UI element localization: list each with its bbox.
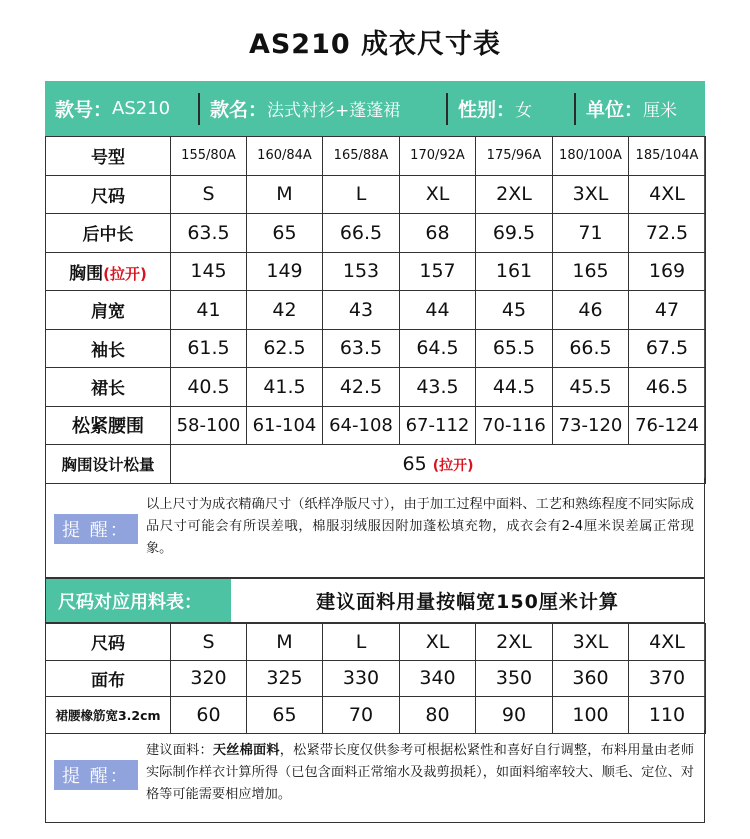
- fabric-usage-table: [45, 623, 706, 734]
- value-cell: 90: [476, 697, 553, 734]
- value-cell: 67-112: [400, 406, 476, 445]
- fabric-section-header: [45, 578, 705, 623]
- skirt-row: [46, 368, 706, 407]
- fabric-row: [46, 660, 706, 697]
- value-cell: 370: [629, 660, 706, 697]
- fabric-section-label: 尺码对应用料表：: [46, 579, 231, 622]
- style-name-label: 款名：: [210, 99, 268, 121]
- value-cell: 165: [553, 252, 629, 291]
- notice-text-rest: ，松紧带长度仅供参考可根据松紧性和喜好自行调整，布料用量由老师实际制作样衣计算所得（已包含面料正常缩水及裁剪损耗），如面料缩率较大、顺毛、定位、对格等可能需要相应增加。: [146, 743, 695, 802]
- value-cell: 42: [247, 291, 323, 330]
- gender-value: 女: [515, 101, 533, 121]
- size-cell: M: [247, 175, 323, 214]
- ease-value: 65: [402, 452, 427, 475]
- model-cell: 185/104A: [629, 137, 706, 176]
- model-cell: 170/92A: [400, 137, 476, 176]
- value-cell: 58-100: [171, 406, 247, 445]
- chest-row: [46, 252, 706, 291]
- size-cell: L: [323, 175, 400, 214]
- value-cell: 41: [171, 291, 247, 330]
- size-label: 尺码: [46, 624, 171, 661]
- value-cell: 47: [629, 291, 706, 330]
- value-cell: 61-104: [247, 406, 323, 445]
- ease-label: 胸围设计松量: [46, 445, 171, 484]
- size-row: [46, 175, 706, 214]
- model-cell: 165/88A: [323, 137, 400, 176]
- size-row: [46, 624, 706, 661]
- model-row: [46, 137, 706, 176]
- value-cell: 149: [247, 252, 323, 291]
- style-name-cell: [200, 81, 446, 136]
- value-cell: 46: [553, 291, 629, 330]
- model-cell: 175/96A: [476, 137, 553, 176]
- notice-box: [45, 478, 705, 578]
- value-cell: 161: [476, 252, 553, 291]
- back-length-row: [46, 214, 706, 253]
- model-label: 号型: [46, 137, 171, 176]
- unit-value: 厘米: [643, 101, 678, 121]
- chest-note: (拉开): [103, 264, 147, 283]
- value-cell: 45: [476, 291, 553, 330]
- value-cell: 350: [476, 660, 553, 697]
- reminder-badge: 提 醒：: [54, 514, 138, 544]
- header-bar: [45, 81, 705, 136]
- gender-label: 性别：: [458, 99, 516, 121]
- value-cell: 64.5: [400, 329, 476, 368]
- value-cell: 73-120: [553, 406, 629, 445]
- value-cell: 169: [629, 252, 706, 291]
- sleeve-row: [46, 329, 706, 368]
- style-no-label: 款号：: [55, 99, 113, 121]
- value-cell: 69.5: [476, 214, 553, 253]
- ease-note: (拉开): [432, 457, 474, 474]
- unit-label: 单位：: [586, 99, 644, 121]
- value-cell: 43.5: [400, 368, 476, 407]
- value-cell: 157: [400, 252, 476, 291]
- value-cell: 65.5: [476, 329, 553, 368]
- value-cell: 71: [553, 214, 629, 253]
- row-label: 袖长: [46, 329, 171, 368]
- size-label: 尺码: [46, 175, 171, 214]
- model-cell: 180/100A: [553, 137, 629, 176]
- value-cell: 320: [171, 660, 247, 697]
- row-label: 裙腰橡筋宽3.2cm: [46, 697, 171, 734]
- recommended-fabric: 天丝棉面料: [212, 743, 280, 758]
- notice-box: [45, 730, 705, 823]
- value-cell: 145: [171, 252, 247, 291]
- value-cell: 110: [629, 697, 706, 734]
- value-cell: 65: [247, 697, 323, 734]
- size-cell: 3XL: [553, 624, 629, 661]
- notice-text: [146, 740, 694, 806]
- value-cell: 70-116: [476, 406, 553, 445]
- value-cell: 66.5: [553, 329, 629, 368]
- value-cell: 43: [323, 291, 400, 330]
- notice-text: 以上尺寸为成衣精确尺寸（纸样净版尺寸），由于加工过程中面料、工艺和熟练程度不同实际成品尺寸可能会有所误差哦，棉服羽绒服因附加蓬松填充物，成衣会有2-4厘米误差属正常现象。: [146, 497, 694, 556]
- value-cell: 340: [400, 660, 476, 697]
- value-cell: 63.5: [323, 329, 400, 368]
- value-cell: 330: [323, 660, 400, 697]
- value-cell: 42.5: [323, 368, 400, 407]
- value-cell: 46.5: [629, 368, 706, 407]
- reminder-badge: 提 醒：: [54, 760, 138, 790]
- value-cell: 64-108: [323, 406, 400, 445]
- size-cell: XL: [400, 175, 476, 214]
- style-no-value: AS210: [112, 98, 171, 119]
- size-cell: M: [247, 624, 323, 661]
- value-cell: 61.5: [171, 329, 247, 368]
- model-cell: 160/84A: [247, 137, 323, 176]
- size-chart-table: [45, 136, 706, 484]
- row-label: 裙长: [46, 368, 171, 407]
- value-cell: 66.5: [323, 214, 400, 253]
- value-cell: 76-124: [629, 406, 706, 445]
- unit-cell: [576, 81, 705, 136]
- value-cell: 60: [171, 697, 247, 734]
- gender-cell: [448, 81, 574, 136]
- chest-label: 胸围: [69, 263, 104, 284]
- page-title: AS210 成衣尺寸表: [248, 29, 502, 60]
- size-cell: XL: [400, 624, 476, 661]
- value-cell: 68: [400, 214, 476, 253]
- shoulder-row: [46, 291, 706, 330]
- row-label: 松紧腰围: [46, 406, 171, 445]
- row-label: 面布: [46, 660, 171, 697]
- model-cell: 155/80A: [171, 137, 247, 176]
- value-cell: 44: [400, 291, 476, 330]
- size-cell: 3XL: [553, 175, 629, 214]
- value-cell: 72.5: [629, 214, 706, 253]
- value-cell: 62.5: [247, 329, 323, 368]
- value-cell: 41.5: [247, 368, 323, 407]
- size-cell: 4XL: [629, 175, 706, 214]
- value-cell: 325: [247, 660, 323, 697]
- value-cell: 70: [323, 697, 400, 734]
- style-name-value: 法式衬衫+蓬蓬裙: [267, 101, 401, 121]
- size-cell: 2XL: [476, 624, 553, 661]
- row-label: [46, 252, 171, 291]
- value-cell: 63.5: [171, 214, 247, 253]
- size-cell: 2XL: [476, 175, 553, 214]
- value-cell: 67.5: [629, 329, 706, 368]
- value-cell: 100: [553, 697, 629, 734]
- size-cell: 4XL: [629, 624, 706, 661]
- size-cell: L: [323, 624, 400, 661]
- row-label: 肩宽: [46, 291, 171, 330]
- notice-text-prefix: 建议面料：: [146, 743, 213, 758]
- size-cell: S: [171, 175, 247, 214]
- value-cell: 45.5: [553, 368, 629, 407]
- value-cell: 153: [323, 252, 400, 291]
- style-no-cell: [45, 81, 198, 136]
- waist-row: [46, 406, 706, 445]
- value-cell: 40.5: [171, 368, 247, 407]
- elastic-row: [46, 697, 706, 734]
- fabric-section-title: 建议面料用量按幅宽150厘米计算: [316, 591, 619, 613]
- row-label: 后中长: [46, 214, 171, 253]
- value-cell: 44.5: [476, 368, 553, 407]
- value-cell: 65: [247, 214, 323, 253]
- value-cell: 360: [553, 660, 629, 697]
- size-cell: S: [171, 624, 247, 661]
- value-cell: 80: [400, 697, 476, 734]
